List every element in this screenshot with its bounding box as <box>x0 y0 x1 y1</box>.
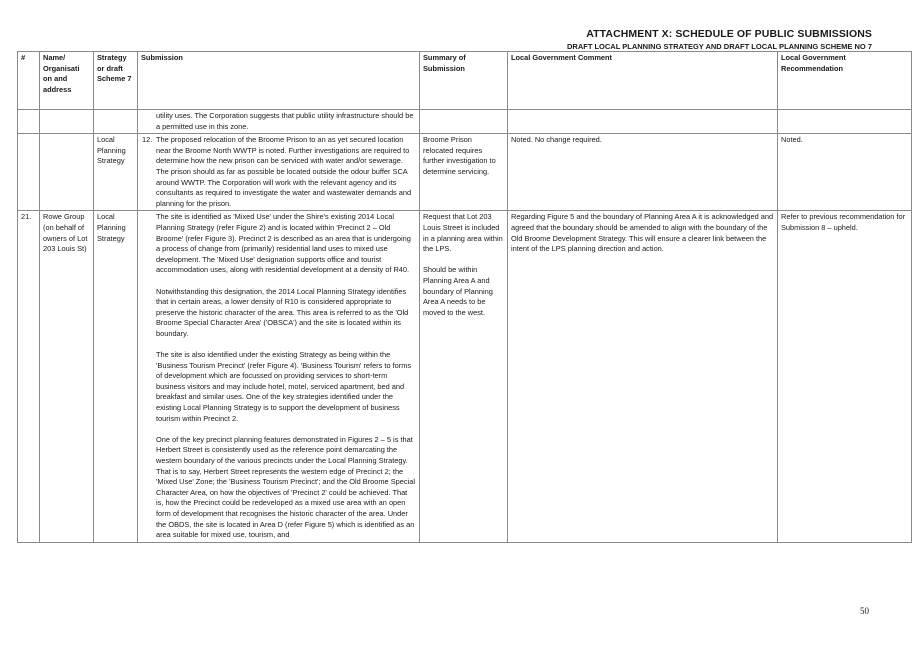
submission-paragraph: One of the key precinct planning features demonstrated in Figures 2 – 5 is that Herbert Street is consistently used as the reference point demarcating the western boundary of the various precincts under the Local Planning Strategy. That is to say, Herbert Street represents the western edge of Precinct 2; the 'Mixed Use' Zone; the 'Business Tourism Precinct'; and the Old Broome Special Character Area, on how the objectives of 'Precinct 2' could be achieved. That is, how the Precinct could be redeveloped as a mixed use area with an open form of development that recognises the historic character of the area. Under the OBDS, the site is located in Area D (refer Figure 5) which is identified as an area suitable for mixed use, tourism, and <box>156 434 415 540</box>
page-number: 50 <box>860 606 869 616</box>
header-strategy: Strategy or draft Scheme 7 <box>94 52 138 110</box>
summary-paragraph: Request that Lot 203 Louis Street is included in a planning area within the LPS. <box>423 212 503 254</box>
header-comment: Local Government Comment <box>508 52 778 110</box>
cell-submission <box>138 134 420 211</box>
cell-strategy <box>94 110 138 134</box>
cell-comment: Noted. No change required. <box>508 134 778 211</box>
page-header <box>567 28 872 51</box>
cell-recommendation: Noted. <box>778 134 912 211</box>
cell-num: 21. <box>18 211 40 542</box>
cell-num <box>18 110 40 134</box>
cell-recommendation <box>778 110 912 134</box>
cell-summary: Broome Prison relocated requires further investigation to determine servicing. <box>420 134 508 211</box>
header-num: # <box>18 52 40 110</box>
cell-name: Rowe Group (on behalf of owners of Lot 203 Louis St) <box>40 211 94 542</box>
cell-summary <box>420 211 508 542</box>
header-name: Name/ Organisati on and address <box>40 52 94 110</box>
submission-paragraph: The site is also identified under the existing Strategy as being within the 'Business Tourism Precinct' (refer Figure 4). 'Business Tourism' refers to forms of development which are focussed on providing services to short-term business visitors and may include hotel, motel, serviced apartment, bed and breakfast and similar uses. One of the key strategies identified under the existing Local Planning Strategy is to support the development of business tourism within Precinct 2. <box>156 350 412 423</box>
cell-submission <box>138 211 420 542</box>
item-number: 12. <box>142 135 153 145</box>
cell-comment <box>508 110 778 134</box>
submissions-table <box>17 51 912 543</box>
cell-comment: Regarding Figure 5 and the boundary of Planning Area A it is acknowledged and agreed that the boundary should be amended to align with the boundary of the Old Broome Development Strategy. This will ensure a clearer link between the intent of the LPS planning direction and action. <box>508 211 778 542</box>
header-recommendation: Local Government Recommendation <box>778 52 912 110</box>
cell-name <box>40 134 94 211</box>
header-submission: Submission <box>138 52 420 110</box>
submission-text: The proposed relocation of the Broome Prison to an as yet secured location near the Broome North WWTP is noted. Further investigations are required to determine how the new prison can be serviced with water and/or sewerage. The prison should as far as possible be located outside the odour buffer SCA around WWTP. The Corporation will work with the relevant agency and its consultants as required to investigate the water and wastewater demands and planning for the prison. <box>156 135 412 208</box>
cell-submission: utility uses. The Corporation suggests that public utility infrastructure should be a permitted use in this zone. <box>138 110 420 134</box>
submission-paragraph: The site is identified as 'Mixed Use' under the Shire's existing 2014 Local Planning Strategy (refer Figure 2) and is located within 'Precinct 2 – Old Broome' (refer Figure 3). Precinct 2 is described as an area that is undergoing a process of change from (primarily) residential land uses to mixed use development. The 'Mixed Use' designation supports office and tourist accommodation uses, along with residential development at a density of R40. <box>156 212 411 275</box>
cell-strategy: Local Planning Strategy <box>94 134 138 211</box>
cell-strategy: Local Planning Strategy <box>94 211 138 542</box>
cell-recommendation: Refer to previous recommendation for Submission 8 – upheld. <box>778 211 912 542</box>
submission-paragraph: Notwithstanding this designation, the 2014 Local Planning Strategy identifies that in certain areas, a lower density of R10 is considered appropriate to preserve the historic character of the area. This area is referred to as the 'Old Broome Special Character Area' ('OBSCA') and the site is located within its boundary. <box>156 286 409 338</box>
cell-name <box>40 110 94 134</box>
summary-paragraph: Should be within Planning Area A and boundary of Planning Area A needs to be moved to the west. <box>423 265 493 317</box>
table-row <box>18 110 912 134</box>
cell-summary <box>420 110 508 134</box>
table-row <box>18 134 912 211</box>
table-row <box>18 211 912 542</box>
document-subtitle: DRAFT LOCAL PLANNING STRATEGY AND DRAFT LOCAL PLANNING SCHEME NO 7 <box>566 42 872 51</box>
table-header-row <box>18 52 912 110</box>
document-title: ATTACHMENT X: SCHEDULE OF PUBLIC SUBMISSIONS <box>586 28 872 40</box>
cell-num <box>18 134 40 211</box>
header-summary: Summary of Submission <box>420 52 508 110</box>
